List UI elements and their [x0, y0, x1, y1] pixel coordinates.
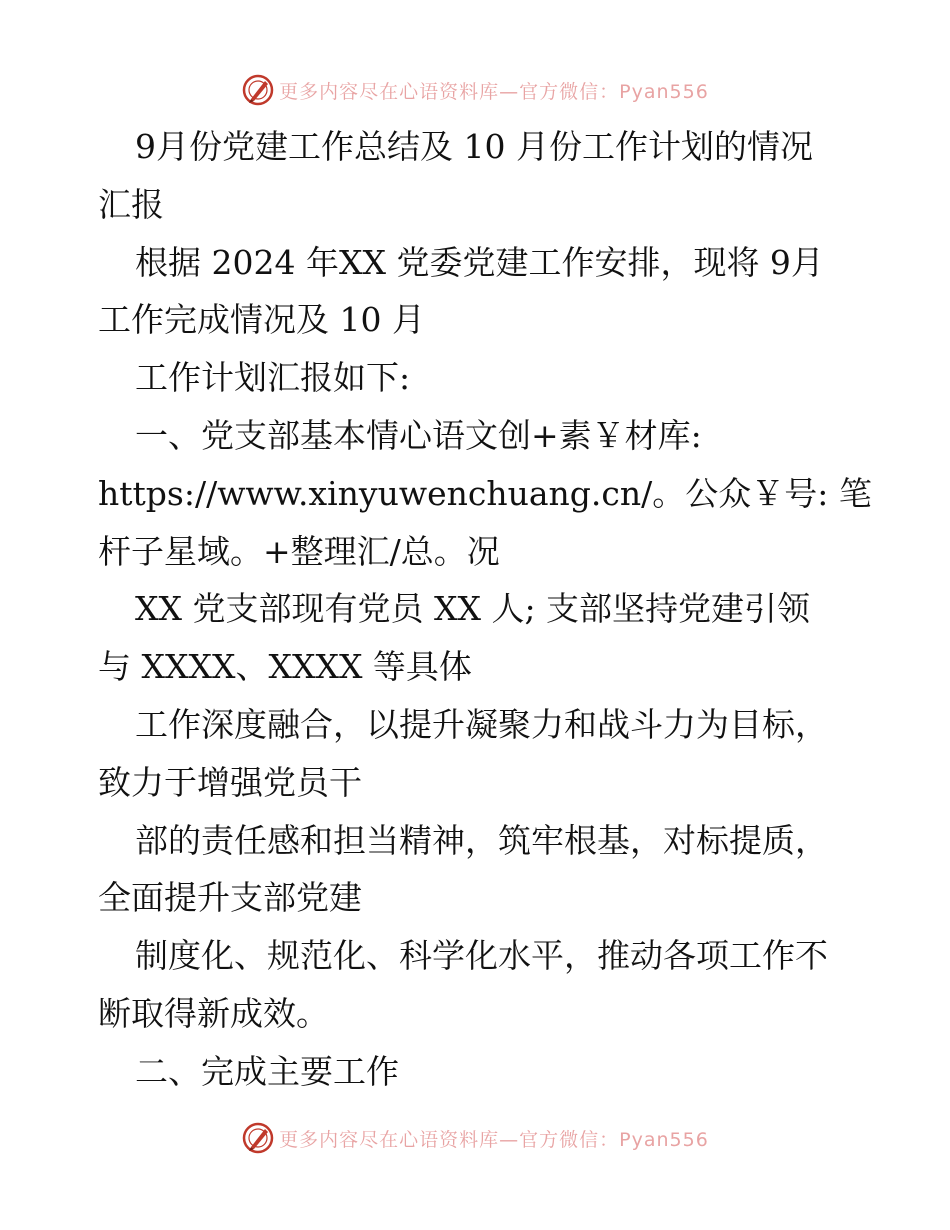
footer-banner-text: 更多内容尽在心语资料库—官方微信：Pyan556: [279, 1128, 709, 1151]
paragraph-line: https://www.xinyuwenchuang.cn/。公众￥号: 笔: [98, 473, 872, 513]
paragraph-line: 杆子星域。+整理汇/总。况: [98, 531, 500, 571]
quill-pen-circle-icon: [241, 73, 275, 107]
section-heading-1: 一、党支部基本情心语文创+素￥材库:: [135, 415, 702, 455]
section-heading-2: 二、完成主要工作: [135, 1051, 399, 1091]
paragraph-line: 工作完成情况及 10 月: [98, 300, 425, 340]
paragraph-line: 根据 2024 年XX 党委党建工作安排，现将 9月: [135, 242, 824, 282]
title-line-1: 9月份党建工作总结及 10 月份工作计划的情况: [135, 127, 813, 166]
paragraph-line: 与 XXXX、XXXX 等具体: [98, 647, 472, 687]
paragraph-line: 工作深度融合，以提升凝聚力和战斗力为目标，: [135, 704, 828, 744]
paragraph-line: 工作计划汇报如下:: [135, 358, 411, 398]
paragraph-line: 断取得新成效。: [98, 993, 329, 1033]
paragraph-line: 致力于增强党员干: [98, 762, 362, 802]
paragraph-line: 制度化、规范化、科学化水平，推动各项工作不: [135, 936, 828, 976]
paragraph-line: XX 党支部现有党员 XX 人; 支部坚持党建引领: [135, 589, 811, 629]
header-banner: [0, 70, 950, 110]
footer-banner: [0, 1118, 950, 1158]
paragraph-line: 部的责任感和担当精神，筑牢根基，对标提质，: [135, 820, 828, 860]
document-body: [98, 118, 872, 1101]
quill-pen-circle-icon: [241, 1121, 275, 1155]
paragraph-line: 全面提升支部党建: [98, 878, 362, 918]
header-banner-text: 更多内容尽在心语资料库—官方微信：Pyan556: [279, 80, 709, 103]
title-line-2: 汇报: [98, 184, 164, 224]
